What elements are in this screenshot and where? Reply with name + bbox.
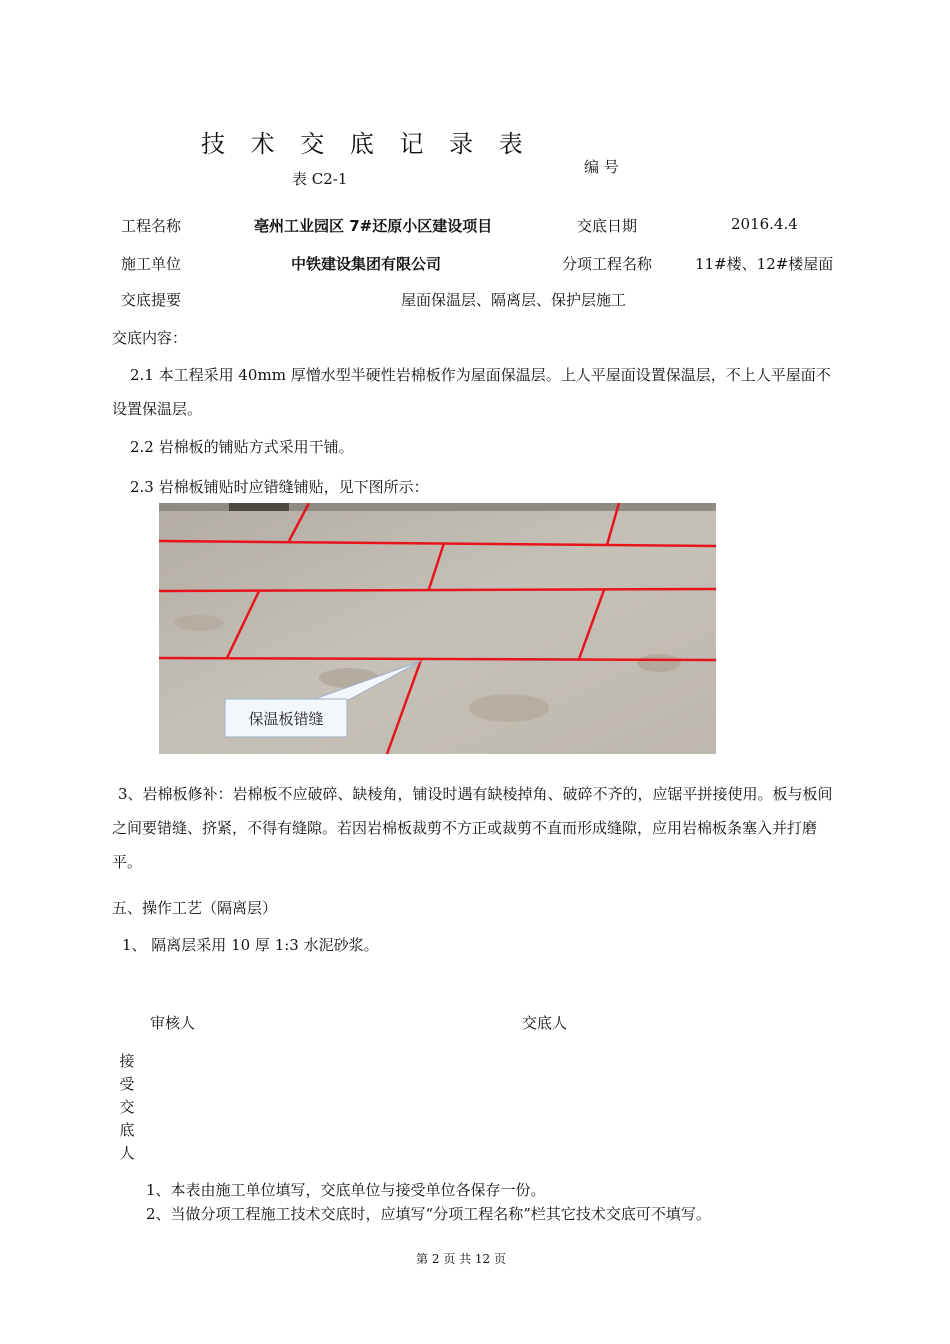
receiver-label [117,1050,137,1165]
subproject-label: 分项工程名称 [562,255,653,273]
reviewer-label: 审核人 [150,1014,196,1032]
receiver-label-char: 交 [119,1098,135,1116]
paragraph-2-2 [112,430,842,464]
paragraph-3-text: 3、岩棉板修补：岩棉板不应破碎、缺棱角，铺设时遇有缺棱掉角、破碎不齐的，应锯平拼接使用。板与板间之间要错缝、挤紧，不得有缝隙。若因岩棉板裁剪不方正或裁剪不直而形成缝隙，应用岩棉板条塞入并打磨平。 [112,785,833,871]
paragraph-2-1 [112,358,842,426]
receiver-label-char: 底 [119,1121,135,1139]
note-1: 1、本表由施工单位填写，交底单位与接受单位各保存一份。 [146,1181,546,1199]
top-object [229,503,289,511]
form-code: 表 C2-1 [292,170,348,188]
date-value: 2016.4.4 [731,215,798,233]
summary-value: 屋面保温层、隔离层、保护层施工 [401,291,627,309]
paragraph-2-3-text: 2.3 岩棉板铺贴时应错缝铺贴，见下图所示： [130,478,429,496]
subproject-value: 11#楼、12#楼屋面 [695,255,834,273]
receiver-label-char: 受 [119,1075,135,1093]
receiver-label-char: 接 [119,1052,135,1070]
isolation-layer-item: 1、 隔离层采用 10 厚 1:3 水泥砂浆。 [122,936,379,954]
stain [637,654,681,672]
stain [469,694,549,722]
unit-value: 中铁建设集团有限公司 [291,255,442,273]
note-2: 2、当做分项工程施工技术交底时，应填写“分项工程名称”栏其它技术交底可不填写。 [146,1205,711,1223]
stain [174,615,224,631]
summary-label: 交底提要 [121,291,182,309]
paragraph-2-2-text: 2.2 岩棉板的铺贴方式采用干铺。 [130,438,354,456]
project-name-label: 工程名称 [121,217,182,235]
photo-callout-text: 保温板错缝 [248,710,324,728]
insulation-board-photo [159,503,716,754]
insulation-board-photo-svg [159,503,716,754]
receiver-label-char: 人 [119,1144,135,1162]
content-heading: 交底内容： [112,329,188,347]
number-label: 编 号 [584,158,619,176]
project-name-value: 亳州工业园区 7#还原小区建设项目 [254,217,493,235]
page-info: 第 2 页 共 12 页 [416,1252,506,1266]
date-label: 交底日期 [577,217,638,235]
unit-label: 施工单位 [121,255,182,273]
presenter-label: 交底人 [522,1014,568,1032]
section-5-heading: 五、操作工艺（隔离层） [112,899,278,917]
paragraph-2-3 [112,470,842,504]
paragraph-3 [112,777,842,879]
paragraph-2-1-text: 2.1 本工程采用 40mm 厚憎水型半硬性岩棉板作为屋面保温层。上人平屋面设置保温层，不上人平屋面不设置保温层。 [112,366,831,418]
document-title: 技 术 交 底 记 录 表 [201,130,532,158]
